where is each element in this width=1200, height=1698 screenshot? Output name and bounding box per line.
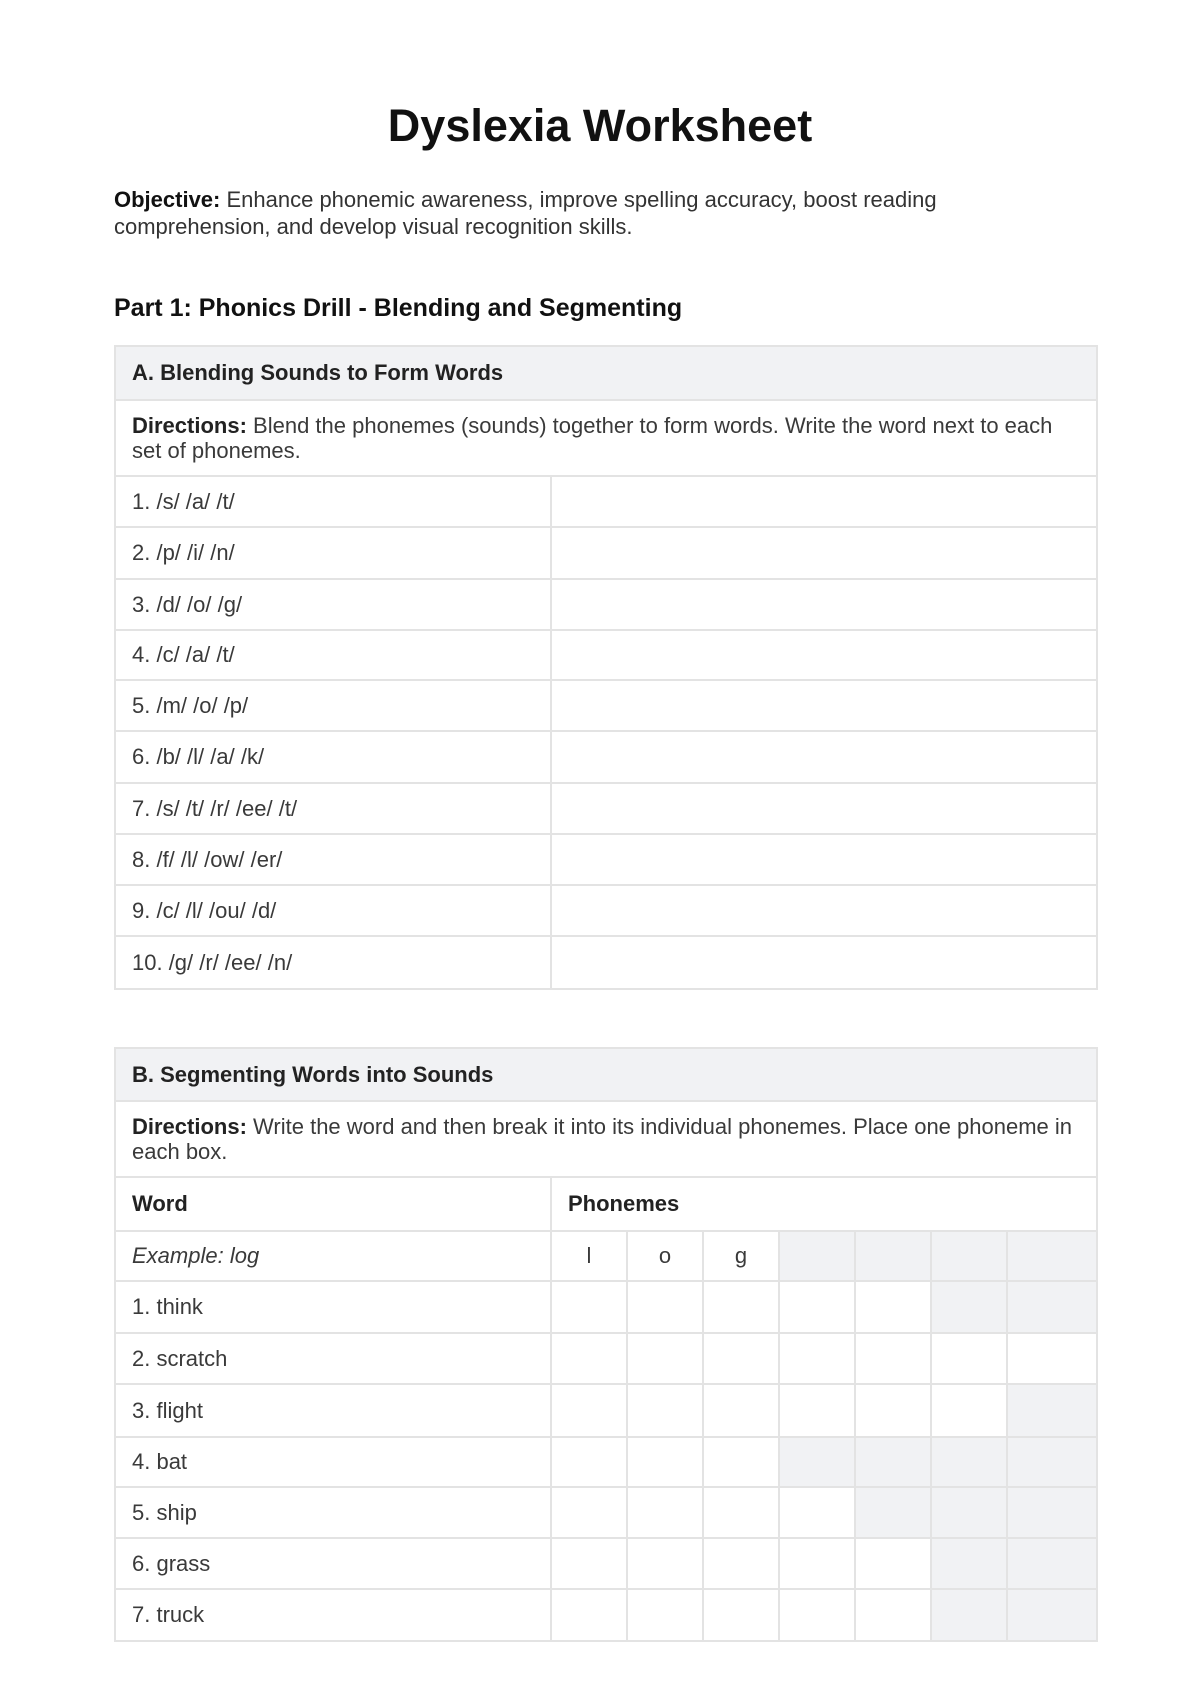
phoneme-box[interactable] <box>627 1589 703 1641</box>
phoneme-box[interactable] <box>627 1487 703 1538</box>
section-b-heading: B. Segmenting Words into Sounds <box>115 1048 1097 1101</box>
phoneme-box[interactable] <box>779 1384 855 1437</box>
segmenting-row <box>115 1333 1097 1384</box>
section-b-directions <box>115 1101 1097 1177</box>
phoneme-box[interactable] <box>855 1333 931 1384</box>
segment-word: 1. think <box>115 1281 551 1333</box>
answer-box[interactable] <box>551 834 1097 885</box>
column-header-phonemes: Phonemes <box>551 1177 1097 1231</box>
unused-phoneme-box <box>1007 1437 1097 1487</box>
phoneme-box[interactable] <box>627 1333 703 1384</box>
phoneme-box[interactable] <box>551 1437 627 1487</box>
phoneme-box[interactable] <box>931 1333 1007 1384</box>
phoneme-box[interactable] <box>551 1589 627 1641</box>
blending-row <box>115 936 1097 989</box>
directions-text: Blend the phonemes (sounds) together to form words. Write the word next to each set of phonemes. <box>132 413 1053 463</box>
blending-row <box>115 885 1097 936</box>
blending-row <box>115 834 1097 885</box>
phoneme-box[interactable] <box>627 1538 703 1589</box>
segment-word: 2. scratch <box>115 1333 551 1384</box>
phoneme-set: 6. /b/ /l/ /a/ /k/ <box>115 731 551 783</box>
phoneme-box[interactable] <box>627 1437 703 1487</box>
unused-phoneme-box <box>1007 1538 1097 1589</box>
segmenting-row <box>115 1281 1097 1333</box>
unused-phoneme-box <box>1007 1589 1097 1641</box>
phoneme-set: 3. /d/ /o/ /g/ <box>115 579 551 630</box>
phoneme-box[interactable] <box>779 1333 855 1384</box>
section-a-directions <box>115 400 1097 476</box>
segmenting-row <box>115 1589 1097 1641</box>
phoneme-box[interactable] <box>703 1384 779 1437</box>
example-phoneme-box: l <box>551 1231 627 1281</box>
phoneme-set: 4. /c/ /a/ /t/ <box>115 630 551 680</box>
phoneme-box[interactable] <box>551 1384 627 1437</box>
unused-phoneme-box <box>1007 1231 1097 1281</box>
unused-phoneme-box <box>855 1437 931 1487</box>
segment-word: 6. grass <box>115 1538 551 1589</box>
unused-phoneme-box <box>931 1437 1007 1487</box>
blending-row <box>115 579 1097 630</box>
phoneme-box[interactable] <box>779 1538 855 1589</box>
segmenting-row <box>115 1538 1097 1589</box>
unused-phoneme-box <box>931 1538 1007 1589</box>
segment-word: 3. flight <box>115 1384 551 1437</box>
section-a-heading: A. Blending Sounds to Form Words <box>115 346 1097 400</box>
unused-phoneme-box <box>931 1589 1007 1641</box>
answer-box[interactable] <box>551 885 1097 936</box>
unused-phoneme-box <box>855 1487 931 1538</box>
phoneme-box[interactable] <box>551 1487 627 1538</box>
phoneme-box[interactable] <box>855 1589 931 1641</box>
segmenting-row <box>115 1384 1097 1437</box>
directions-label: Directions: <box>132 1114 247 1139</box>
blending-row <box>115 476 1097 527</box>
phoneme-box[interactable] <box>855 1281 931 1333</box>
example-phoneme-box: o <box>627 1231 703 1281</box>
phoneme-box[interactable] <box>551 1333 627 1384</box>
segment-word: 7. truck <box>115 1589 551 1641</box>
phoneme-set: 7. /s/ /t/ /r/ /ee/ /t/ <box>115 783 551 834</box>
phoneme-box[interactable] <box>627 1281 703 1333</box>
example-phoneme-box: g <box>703 1231 779 1281</box>
segment-word: 4. bat <box>115 1437 551 1487</box>
phoneme-box[interactable] <box>551 1538 627 1589</box>
worksheet-title: Dyslexia Worksheet <box>387 100 813 151</box>
blending-row <box>115 731 1097 783</box>
directions-text: Write the word and then break it into its individual phonemes. Place one phoneme in each box. <box>132 1114 1073 1164</box>
phoneme-box[interactable] <box>703 1333 779 1384</box>
unused-phoneme-box <box>931 1231 1007 1281</box>
answer-box[interactable] <box>551 680 1097 731</box>
phoneme-box[interactable] <box>931 1384 1007 1437</box>
phoneme-box[interactable] <box>703 1281 779 1333</box>
unused-phoneme-box <box>1007 1384 1097 1437</box>
answer-box[interactable] <box>551 630 1097 680</box>
phoneme-box[interactable] <box>703 1589 779 1641</box>
blending-table <box>114 345 1098 990</box>
objective-paragraph <box>114 186 1014 240</box>
phoneme-box[interactable] <box>551 1281 627 1333</box>
phoneme-box[interactable] <box>627 1384 703 1437</box>
objective-text: Enhance phonemic awareness, improve spelling accuracy, boost reading comprehension, and develop visual recognition skills. <box>114 187 937 239</box>
phoneme-box[interactable] <box>779 1589 855 1641</box>
unused-phoneme-box <box>931 1281 1007 1333</box>
objective-label: Objective: <box>114 187 221 212</box>
part1-heading: Part 1: Phonics Drill - Blending and Segmenting <box>114 294 683 322</box>
phoneme-set: 9. /c/ /l/ /ou/ /d/ <box>115 885 551 936</box>
unused-phoneme-box <box>779 1231 855 1281</box>
unused-phoneme-box <box>855 1231 931 1281</box>
answer-box[interactable] <box>551 476 1097 527</box>
phoneme-box[interactable] <box>703 1437 779 1487</box>
unused-phoneme-box <box>1007 1487 1097 1538</box>
segmenting-table <box>114 1047 1098 1642</box>
phoneme-set: 8. /f/ /l/ /ow/ /er/ <box>115 834 551 885</box>
phoneme-box[interactable] <box>855 1538 931 1589</box>
blending-row <box>115 527 1097 579</box>
unused-phoneme-box <box>931 1487 1007 1538</box>
example-word: Example: log <box>115 1231 551 1281</box>
column-header-word: Word <box>115 1177 551 1231</box>
phoneme-box[interactable] <box>779 1281 855 1333</box>
phoneme-set: 2. /p/ /i/ /n/ <box>115 527 551 579</box>
segmenting-row <box>115 1487 1097 1538</box>
phoneme-box[interactable] <box>703 1487 779 1538</box>
directions-label: Directions: <box>132 413 247 438</box>
answer-box[interactable] <box>551 936 1097 989</box>
phoneme-set: 5. /m/ /o/ /p/ <box>115 680 551 731</box>
phoneme-box[interactable] <box>779 1487 855 1538</box>
phoneme-box[interactable] <box>703 1538 779 1589</box>
blending-row <box>115 630 1097 680</box>
phoneme-set: 10. /g/ /r/ /ee/ /n/ <box>115 936 551 989</box>
segment-word: 5. ship <box>115 1487 551 1538</box>
blending-row <box>115 783 1097 834</box>
phoneme-box[interactable] <box>1007 1333 1097 1384</box>
answer-box[interactable] <box>551 783 1097 834</box>
answer-box[interactable] <box>551 579 1097 630</box>
answer-box[interactable] <box>551 731 1097 783</box>
phoneme-set: 1. /s/ /a/ /t/ <box>115 476 551 527</box>
blending-row <box>115 680 1097 731</box>
unused-phoneme-box <box>1007 1281 1097 1333</box>
answer-box[interactable] <box>551 527 1097 579</box>
segmenting-row <box>115 1437 1097 1487</box>
phoneme-box[interactable] <box>855 1384 931 1437</box>
unused-phoneme-box <box>779 1437 855 1487</box>
example-row <box>115 1231 1097 1281</box>
